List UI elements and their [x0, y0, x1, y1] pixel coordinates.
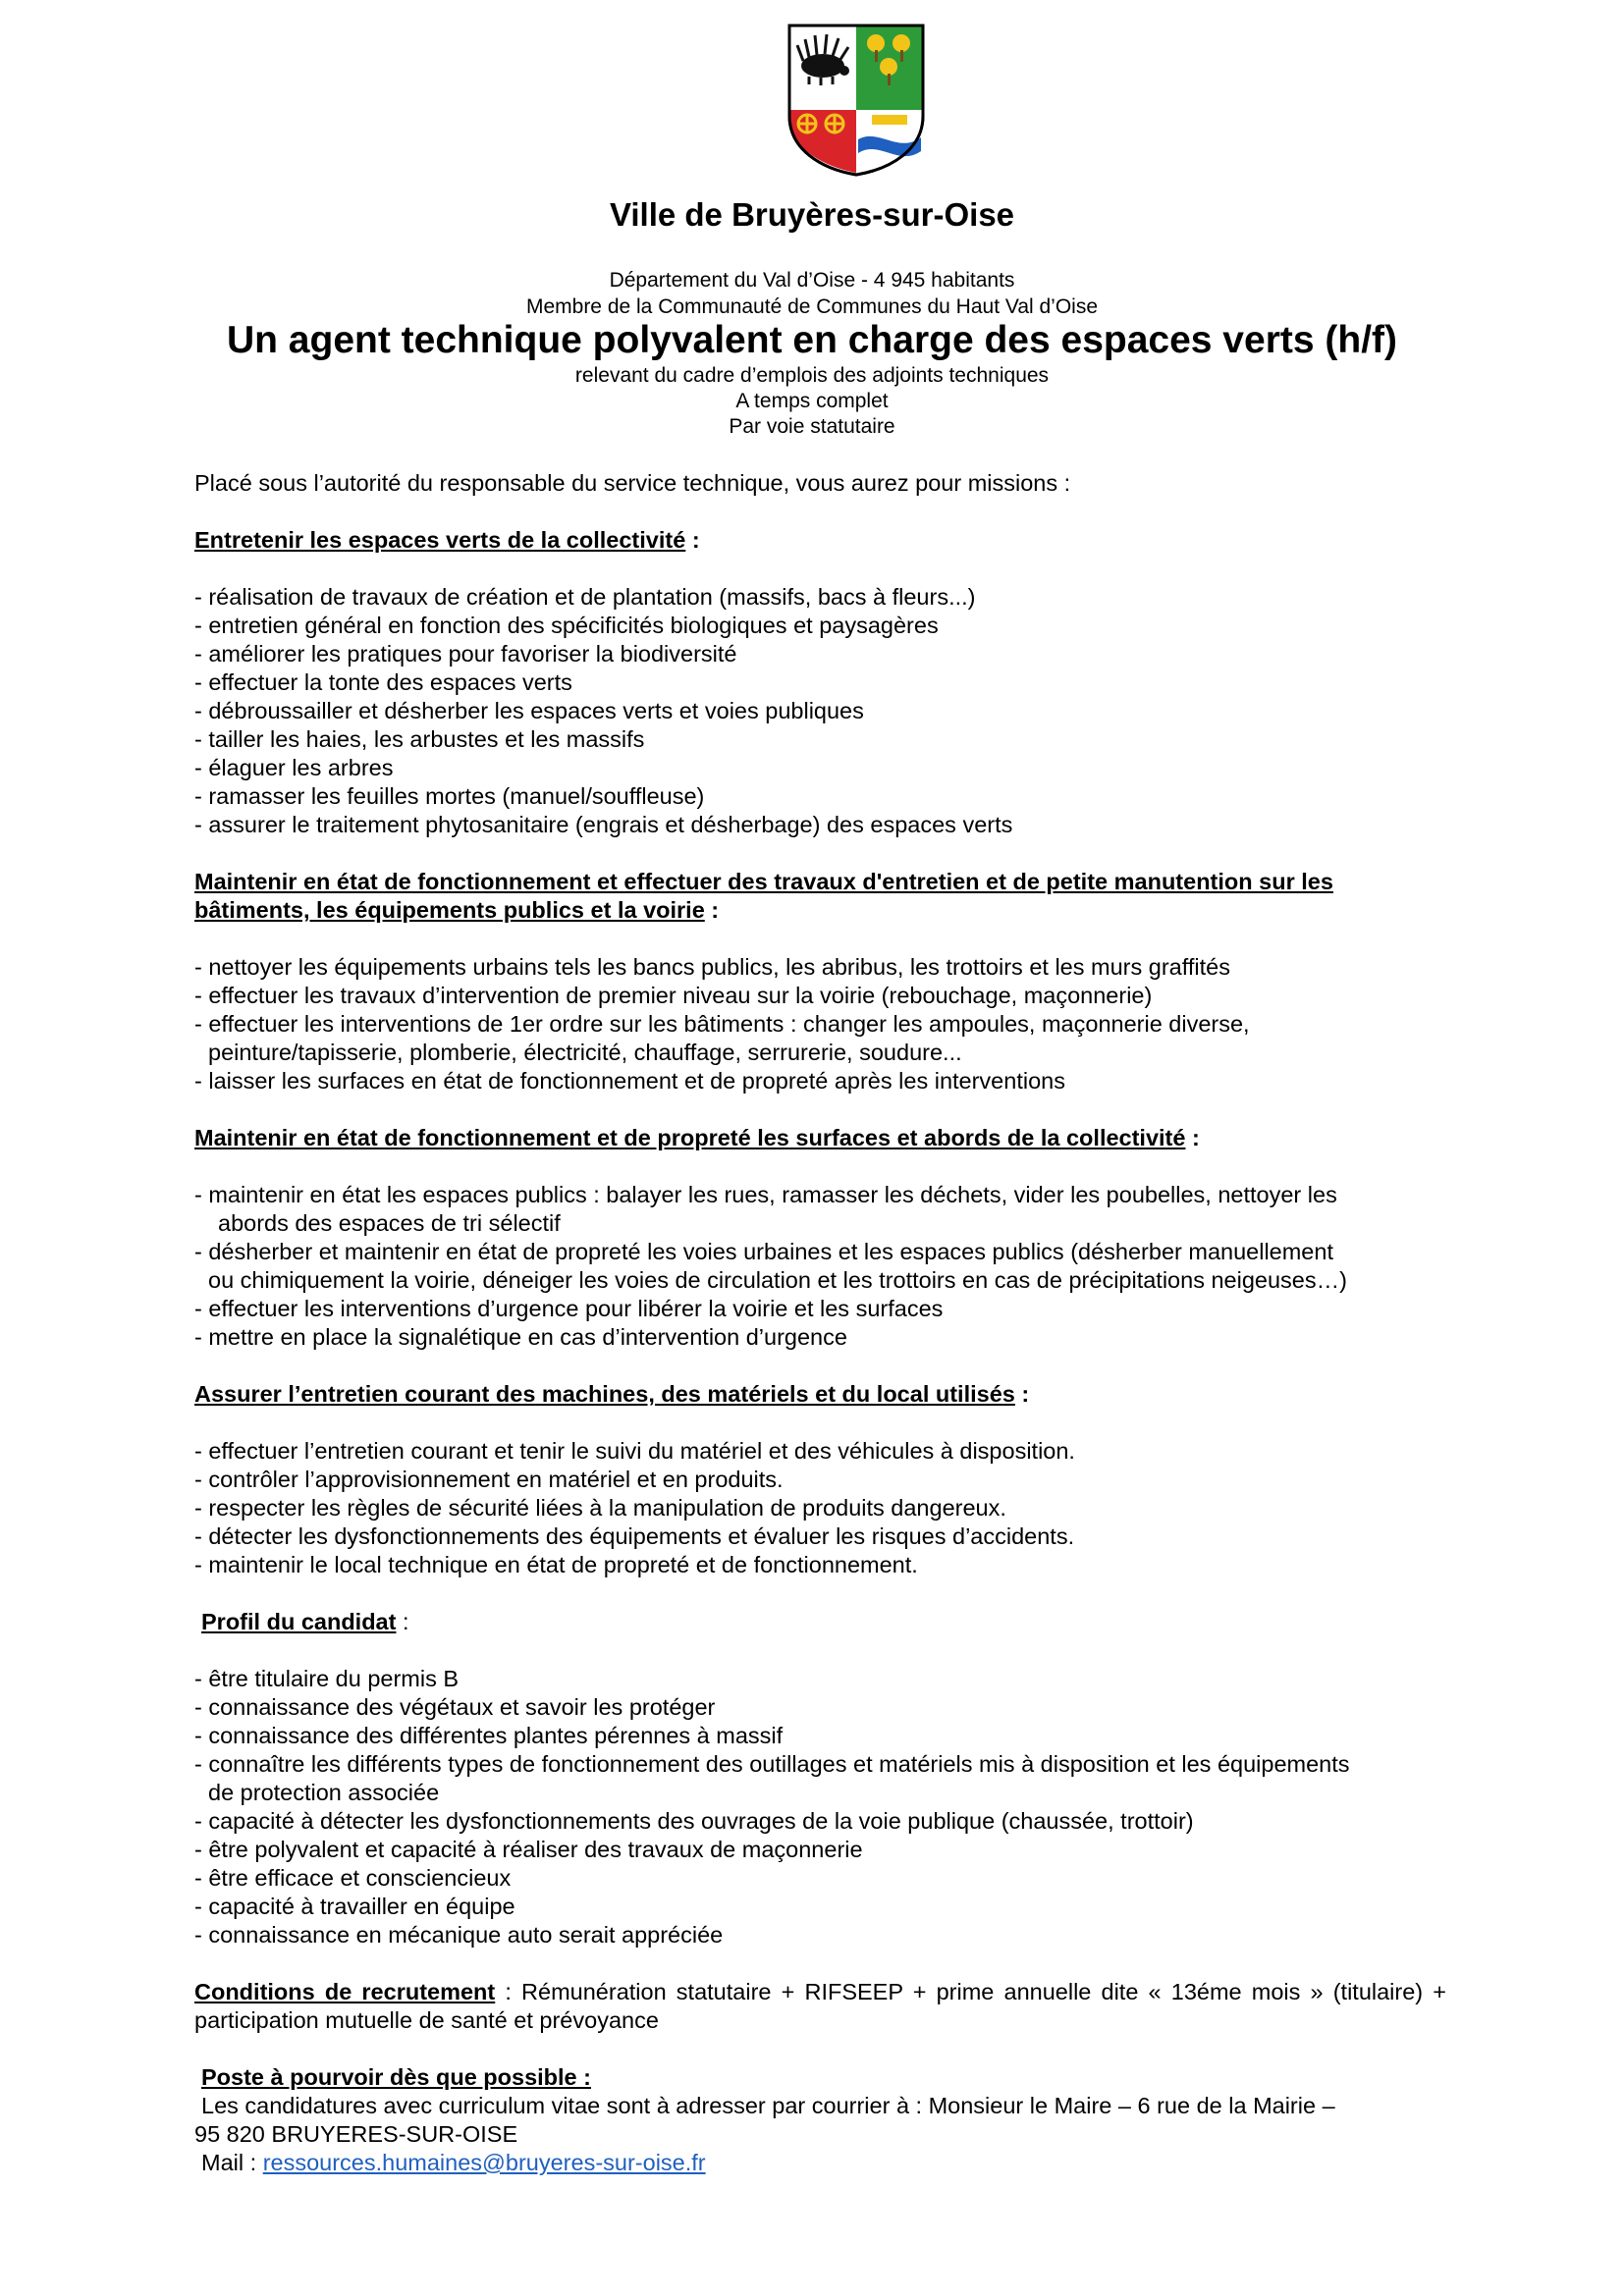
- section-espaces-verts: Entretenir les espaces verts de la collectivité : - réalisation de travaux de création et de plantation (massifs, bacs à fleurs...) - entretien général en fonction des spécificités biologiques et paysagères - améliorer les pratiques pour favoriser la biodiversité - effectuer la tonte des espaces verts - débroussailler et désherber les espaces verts et voies publiques - tailler les haies, les arbustes et les massifs - élaguer les arbres - ramasser les feuilles mortes (manuel/souffleuse) - assurer le traitement phytosanitaire (engrais et désherbage) des espaces verts: [194, 526, 1446, 839]
- conditions-paragraph: [194, 1978, 1446, 2035]
- list-item: - améliorer les pratiques pour favoriser la biodiversité: [194, 641, 737, 667]
- list-item: - ramasser les feuilles mortes (manuel/souffleuse): [194, 783, 705, 809]
- department-line: Département du Val d’Oise - 4 945 habitants: [609, 269, 1015, 292]
- list-item: - connaissance en mécanique auto serait appréciée: [194, 1922, 724, 1948]
- list-item: - effectuer les interventions de 1er ordre sur les bâtiments : changer les ampoules, maçonnerie diverse,: [194, 1011, 1250, 1037]
- list-item: - connaissance des végétaux et savoir les protéger: [194, 1694, 716, 1720]
- voie-line: Par voie statutaire: [729, 415, 895, 438]
- section-heading: Maintenir en état de fonctionnement et effectuer des travaux d'entretien et de petite manutention sur les: [194, 869, 1333, 894]
- section-heading: Maintenir en état de fonctionnement et de propreté les surfaces et abords de la collectivité: [194, 1125, 1186, 1150]
- section-machines: Assurer l’entretien courant des machines, des matériels et du local utilisés : - effectuer l’entretien courant et tenir le suivi du matériel et des véhicules à disposition. - contrôler l’approvisionnement en matériel et en produits. - respecter les règles de sécurité liées à la manipulation de produits dangereux. - détecter les dysfonctionnements des équipements et évaluer les risques d’accidents. - maintenir le local technique en état de propreté et de fonctionnement.: [194, 1380, 1446, 1579]
- intro-text: Placé sous l’autorité du responsable du service technique, vous aurez pour missions :: [194, 470, 1071, 496]
- header-info: [0, 267, 1624, 320]
- list-item-cont: abords des espaces de tri sélectif: [218, 1210, 561, 1236]
- job-subtitle: [0, 363, 1624, 440]
- mail-label: Mail :: [201, 2150, 263, 2175]
- temps-line: A temps complet: [735, 390, 889, 412]
- list-item: - connaître les différents types de fonctionnement des outillages et matériels mis à disposition et les équipements: [194, 1751, 1350, 1777]
- list-item: - laisser les surfaces en état de fonctionnement et de propreté après les interventions: [194, 1068, 1065, 1094]
- list-item: - détecter les dysfonctionnements des équipements et évaluer les risques d’accidents.: [194, 1523, 1075, 1549]
- list-item: - capacité à travailler en équipe: [194, 1894, 515, 1919]
- list-item-cont: ou chimiquement la voirie, déneiger les voies de circulation et les trottoirs en cas de précipitations neigeuses…): [208, 1267, 1347, 1293]
- list-item: - maintenir en état les espaces publics : balayer les rues, ramasser les déchets, vider les poubelles, nettoyer les: [194, 1182, 1337, 1207]
- poste-address: 95 820 BRUYERES-SUR-OISE: [194, 2121, 518, 2147]
- conditions-text: : Rémunération statutaire + RIFSEEP + prime annuelle dite « 13éme mois » (titulaire) + participation mutuelle de santé et prévoyance: [194, 1979, 1446, 2033]
- list-item: - mettre en place la signalétique en cas d’intervention d’urgence: [194, 1324, 847, 1350]
- list-item: - effectuer les travaux d’intervention de premier niveau sur la voirie (rebouchage, maçonnerie): [194, 983, 1153, 1008]
- list-item: - réalisation de travaux de création et de plantation (massifs, bacs à fleurs...): [194, 584, 976, 610]
- list-item-cont: peinture/tapisserie, plomberie, électricité, chauffage, serrurerie, soudure...: [208, 1040, 962, 1065]
- list-item: - élaguer les arbres: [194, 755, 394, 780]
- list-item: - effectuer les interventions d’urgence pour libérer la voirie et les surfaces: [194, 1296, 944, 1321]
- list-item: - débroussailler et désherber les espaces verts et voies publiques: [194, 698, 864, 723]
- list-item: - être titulaire du permis B: [194, 1666, 460, 1691]
- list-item: - assurer le traitement phytosanitaire (engrais et désherbage) des espaces verts: [194, 812, 1013, 837]
- cadre-line: relevant du cadre d’emplois des adjoints techniques: [574, 364, 1050, 387]
- section-batiments: Maintenir en état de fonctionnement et effectuer des travaux d'entretien et de petite manutention sur les bâtiments, les équipements publics et la voirie : - nettoyer les équipements urbains tels les bancs publics, les abribus, les trottoirs et les murs graffités - effectuer les travaux d’intervention de premier niveau sur la voirie (rebouchage, maçonnerie) - effectuer les interventions de 1er ordre sur les bâtiments : changer les ampoules, maçonnerie diverse, peinture/tapisserie, plomberie, électricité, chauffage, serrurerie, soudure... - laisser les surfaces en état de fonctionnement et de propreté après les interventions: [194, 868, 1446, 1095]
- email-link[interactable]: ressources.humaines@bruyeres-sur-oise.fr: [262, 2150, 706, 2175]
- list-item: - entretien général en fonction des spécificités biologiques et paysagères: [194, 613, 939, 638]
- member-line: Membre de la Communauté de Communes du Haut Val d’Oise: [525, 295, 1099, 318]
- section-heading-cont: bâtiments, les équipements publics et la voirie: [194, 897, 705, 923]
- job-title: Un agent technique polyvalent en charge des espaces verts (h/f): [226, 319, 1397, 361]
- list-item: - maintenir le local technique en état de propreté et de fonctionnement.: [194, 1552, 918, 1577]
- section-profil: Profil du candidat : - être titulaire du permis B - connaissance des végétaux et savoir les protéger - connaissance des différentes plantes pérennes à massif - connaître les différents types de fonctionnement des outillages et matériels mis à disposition et les équipements de protection associée - capacité à détecter les dysfonctionnements des ouvrages de la voie publique (chaussée, trottoir) - être polyvalent et capacité à réaliser des travaux de maçonnerie - être efficace et consciencieux - capacité à travailler en équipe - connaissance en mécanique auto serait appréciée: [194, 1608, 1446, 1949]
- list-item: - nettoyer les équipements urbains tels les bancs publics, les abribus, les trottoirs et les murs graffités: [194, 954, 1230, 980]
- list-item: - respecter les règles de sécurité liées à la manipulation de produits dangereux.: [194, 1495, 1006, 1521]
- town-crest-logo: [785, 22, 927, 177]
- town-name: Ville de Bruyères-sur-Oise: [609, 196, 1015, 233]
- section-poste: [194, 2063, 1446, 2177]
- list-item: - désherber et maintenir en état de propreté les voies urbaines et les espaces publics (désherber manuellement: [194, 1239, 1333, 1264]
- list-item: - effectuer la tonte des espaces verts: [194, 669, 572, 695]
- list-item: - capacité à détecter les dysfonctionnements des ouvrages de la voie publique (chaussée, trottoir): [194, 1808, 1194, 1834]
- poste-text: Les candidatures avec curriculum vitae sont à adresser par courrier à : Monsieur le Maire – 6 rue de la Mairie –: [201, 2093, 1335, 2118]
- list-item: - contrôler l’approvisionnement en matériel et en produits.: [194, 1467, 784, 1492]
- section-heading: Assurer l’entretien courant des machines, des matériels et du local utilisés: [194, 1381, 1015, 1407]
- list-item-cont: de protection associée: [208, 1780, 440, 1805]
- conditions-label: Conditions de recrutement: [194, 1979, 496, 2004]
- list-item: - effectuer l’entretien courant et tenir le suivi du matériel et des véhicules à disposition.: [194, 1438, 1075, 1464]
- section-heading: Entretenir les espaces verts de la collectivité: [194, 527, 686, 553]
- poste-heading: Poste à pourvoir dès que possible :: [201, 2064, 591, 2090]
- job-body: [194, 469, 1446, 2177]
- list-item: - tailler les haies, les arbustes et les massifs: [194, 726, 645, 752]
- list-item: - être efficace et consciencieux: [194, 1865, 512, 1891]
- list-item: - être polyvalent et capacité à réaliser des travaux de maçonnerie: [194, 1837, 863, 1862]
- section-proprete: Maintenir en état de fonctionnement et de propreté les surfaces et abords de la collectivité : - maintenir en état les espaces publics : balayer les rues, ramasser les déchets, vider les poubelles, nettoyer les abords des espaces de tri sélectif - désherber et maintenir en état de propreté les voies urbaines et les espaces publics (désherber manuellement ou chimiquement la voirie, déneiger les voies de circulation et les trottoirs en cas de précipitations neigeuses…) - effectuer les interventions d’urgence pour libérer la voirie et les surfaces - mettre en place la signalétique en cas d’intervention d’urgence: [194, 1124, 1446, 1352]
- section-heading: Profil du candidat: [201, 1609, 397, 1634]
- list-item: - connaissance des différentes plantes pérennes à massif: [194, 1723, 784, 1748]
